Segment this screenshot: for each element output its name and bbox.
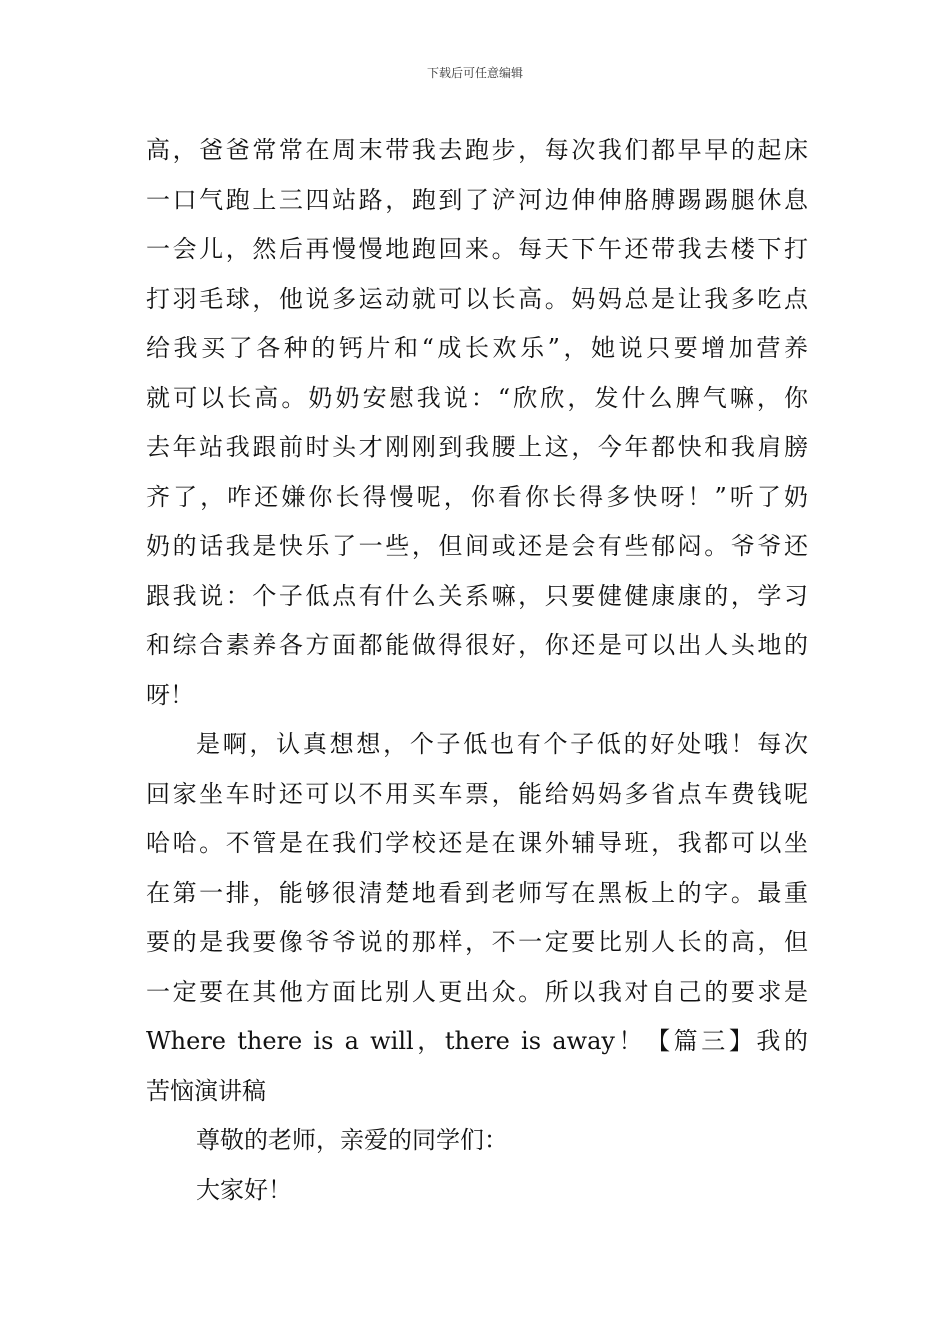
text-line: 要的是我要像爷爷说的那样，不一定要比别人长的高，但 (146, 928, 808, 956)
text-line: 给我买了各种的钙片和“成长欢乐”，她说只要增加营养 (146, 334, 808, 362)
text-line: 打羽毛球，他说多运动就可以长高。妈妈总是让我多吃点 (146, 284, 808, 313)
text-line: 就可以长高。奶奶安慰我说：“欣欣，发什么脾气嘛，你 (146, 383, 808, 412)
speech-greeting: 大家好！ (196, 1175, 292, 1204)
paragraph-first-line: 是啊，认真想想，个子低也有个子低的好处哦！每次 (196, 730, 808, 758)
text-line: 奶的话我是快乐了一些，但间或还是会有些郁闷。爷爷还 (146, 532, 808, 560)
text-line: 和综合素养各方面都能做得很好，你还是可以出人头地的 (146, 631, 808, 659)
speech-salutation: 尊敬的老师，亲爱的同学们： (196, 1126, 508, 1154)
text-line: Where there is a will，there is away！【篇三】我的 (146, 1027, 808, 1055)
text-line: 一口气跑上三四站路，跑到了浐河边伸伸胳膊踢踢腿休息 (146, 185, 808, 214)
text-line: 呀！ (146, 680, 194, 709)
text-line: 一定要在其他方面比别人更出众。所以我对自己的要求是 (146, 977, 808, 1006)
text-line: 一会儿，然后再慢慢地跑回来。每天下午还带我去楼下打 (146, 235, 808, 263)
document-body (146, 126, 808, 1215)
text-line: 高，爸爸常常在周末带我去跑步，每次我们都早早的起床 (146, 136, 808, 164)
text-line: 哈哈。不管是在我们学校还是在课外辅导班，我都可以坐 (146, 829, 808, 857)
text-line: 跟我说：个子低点有什么关系嘛，只要健健康康的，学习 (146, 581, 808, 610)
text-line: 去年站我跟前时头才刚刚到我腰上这，今年都快和我肩膀 (146, 433, 808, 461)
text-line: 齐了，咋还嫌你长得慢呢，你看你长得多快呀！”听了奶 (146, 482, 808, 511)
text-line: 在第一排，能够很清楚地看到老师写在黑板上的字。最重 (146, 878, 808, 907)
page-header-note: 下载后可任意编辑 (426, 66, 523, 80)
text-line: 回家坐车时还可以不用买车票，能给妈妈多省点车费钱呢 (146, 779, 808, 808)
text-line: 苦恼演讲稿 (146, 1076, 266, 1105)
